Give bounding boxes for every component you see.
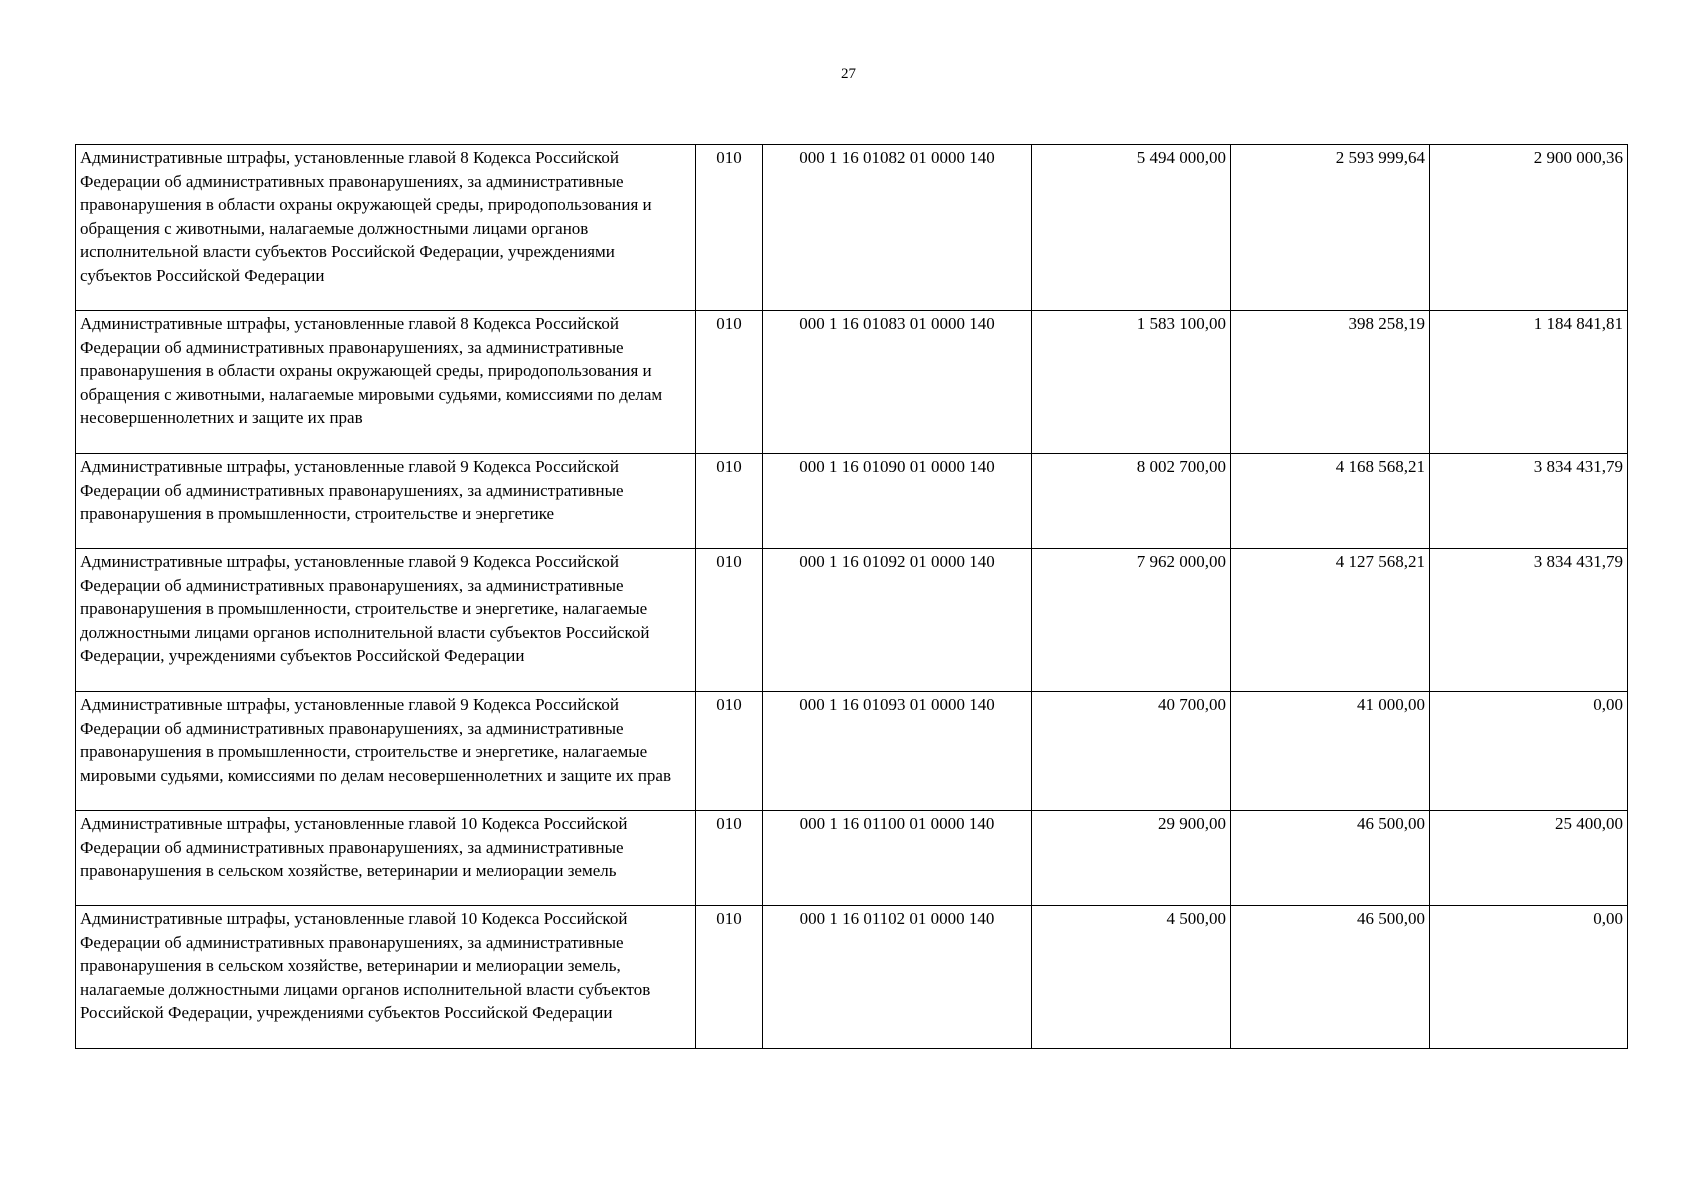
- amount-cell-1: 4 500,00: [1032, 906, 1231, 1049]
- amount-cell-1: 40 700,00: [1032, 692, 1231, 811]
- table-row: [76, 906, 1628, 1049]
- admin-code-cell: 010: [696, 454, 763, 549]
- table-row: [76, 145, 1628, 311]
- revenue-name-cell: Административные штрафы, установленные главой 10 Кодекса Российской Федерации об административных правонарушениях, за административные правонарушения в сельском хозяйстве, ветеринарии и мелиорации земель, налагаемые должностными лицами органов исполнительной власти субъектов Российской Федерации, учреждениями субъектов Российской Федерации: [76, 906, 696, 1049]
- amount-cell-3: 25 400,00: [1430, 811, 1628, 906]
- amount-cell-1: 8 002 700,00: [1032, 454, 1231, 549]
- amount-cell-1: 1 583 100,00: [1032, 311, 1231, 454]
- budget-code-cell: 000 1 16 01092 01 0000 140: [763, 549, 1032, 692]
- table-row: [76, 311, 1628, 454]
- amount-cell-1: 29 900,00: [1032, 811, 1231, 906]
- revenue-name-cell: Административные штрафы, установленные главой 10 Кодекса Российской Федерации об административных правонарушениях, за административные правонарушения в сельском хозяйстве, ветеринарии и мелиорации земель: [76, 811, 696, 906]
- amount-cell-3: 1 184 841,81: [1430, 311, 1628, 454]
- amount-cell-3: 0,00: [1430, 692, 1628, 811]
- amount-cell-2: 41 000,00: [1231, 692, 1430, 811]
- amount-cell-2: 2 593 999,64: [1231, 145, 1430, 311]
- amount-cell-1: 5 494 000,00: [1032, 145, 1231, 311]
- amount-cell-1: 7 962 000,00: [1032, 549, 1231, 692]
- amount-cell-3: 2 900 000,36: [1430, 145, 1628, 311]
- admin-code-cell: 010: [696, 906, 763, 1049]
- revenue-name-cell: Административные штрафы, установленные главой 8 Кодекса Российской Федерации об административных правонарушениях, за административные правонарушения в области охраны окружающей среды, природопользования и обращения с животными, налагаемые должностными лицами органов исполнительной власти субъектов Российской Федерации, учреждениями субъектов Российской Федерации: [76, 145, 696, 311]
- revenue-name-cell: Административные штрафы, установленные главой 9 Кодекса Российской Федерации об административных правонарушениях, за административные правонарушения в промышленности, строительстве и энергетике, налагаемые должностными лицами органов исполнительной власти субъектов Российской Федерации, учреждениями субъектов Российской Федерации: [76, 549, 696, 692]
- amount-cell-2: 4 127 568,21: [1231, 549, 1430, 692]
- amount-cell-2: 46 500,00: [1231, 811, 1430, 906]
- table-row: [76, 549, 1628, 692]
- table-row: [76, 811, 1628, 906]
- revenue-name-cell: Административные штрафы, установленные главой 8 Кодекса Российской Федерации об административных правонарушениях, за административные правонарушения в области охраны окружающей среды, природопользования и обращения с животными, налагаемые мировыми судьями, комиссиями по делам несовершеннолетних и защите их прав: [76, 311, 696, 454]
- page-number: 27: [841, 66, 856, 82]
- table-row: [76, 454, 1628, 549]
- amount-cell-3: 3 834 431,79: [1430, 454, 1628, 549]
- amount-cell-3: 3 834 431,79: [1430, 549, 1628, 692]
- budget-code-cell: 000 1 16 01100 01 0000 140: [763, 811, 1032, 906]
- revenue-name-cell: Административные штрафы, установленные главой 9 Кодекса Российской Федерации об административных правонарушениях, за административные правонарушения в промышленности, строительстве и энергетике, налагаемые мировыми судьями, комиссиями по делам несовершеннолетних и защите их прав: [76, 692, 696, 811]
- admin-code-cell: 010: [696, 311, 763, 454]
- budget-code-cell: 000 1 16 01082 01 0000 140: [763, 145, 1032, 311]
- amount-cell-2: 398 258,19: [1231, 311, 1430, 454]
- table-row: [76, 692, 1628, 811]
- admin-code-cell: 010: [696, 145, 763, 311]
- budget-code-cell: 000 1 16 01093 01 0000 140: [763, 692, 1032, 811]
- amount-cell-2: 46 500,00: [1231, 906, 1430, 1049]
- admin-code-cell: 010: [696, 549, 763, 692]
- admin-code-cell: 010: [696, 692, 763, 811]
- amount-cell-3: 0,00: [1430, 906, 1628, 1049]
- budget-code-cell: 000 1 16 01090 01 0000 140: [763, 454, 1032, 549]
- revenue-name-cell: Административные штрафы, установленные главой 9 Кодекса Российской Федерации об административных правонарушениях, за административные правонарушения в промышленности, строительстве и энергетике: [76, 454, 696, 549]
- revenue-table: [75, 144, 1628, 1049]
- budget-code-cell: 000 1 16 01102 01 0000 140: [763, 906, 1032, 1049]
- admin-code-cell: 010: [696, 811, 763, 906]
- budget-code-cell: 000 1 16 01083 01 0000 140: [763, 311, 1032, 454]
- amount-cell-2: 4 168 568,21: [1231, 454, 1430, 549]
